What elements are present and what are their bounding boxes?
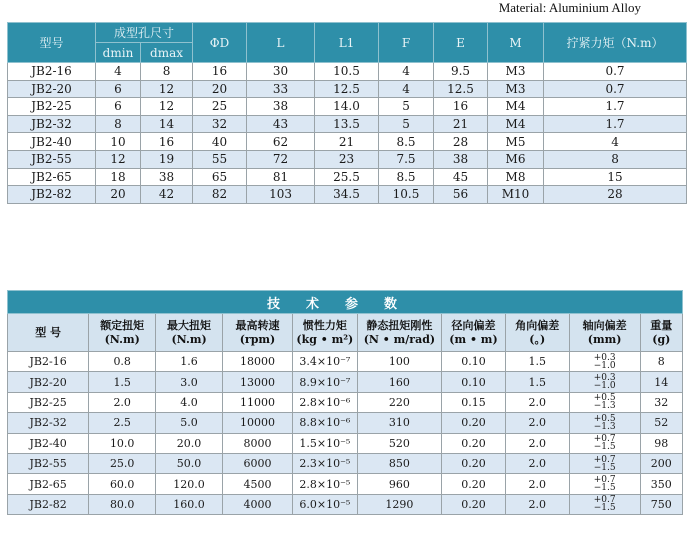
cell-torque: 1.7 — [544, 115, 687, 133]
cell-M: M8 — [488, 168, 544, 186]
header-bore-size: 成型孔尺寸 — [96, 23, 193, 43]
table-row — [8, 392, 683, 412]
cell-rpm: 18000 — [222, 352, 292, 372]
cell-angular: 2.0 — [505, 494, 569, 514]
tolerance-stack — [594, 456, 616, 472]
tolerance-upper: +0.3 — [593, 352, 616, 363]
table-row — [8, 186, 687, 204]
cell-rpm: 10000 — [222, 413, 292, 433]
header-F: F — [379, 23, 434, 63]
cell-max: 20.0 — [156, 433, 223, 453]
cell-rpm: 11000 — [222, 392, 292, 412]
table-row — [8, 413, 683, 433]
cell-max: 3.0 — [156, 372, 223, 392]
cell-L1: 21 — [315, 133, 379, 151]
cell-rpm: 13000 — [222, 372, 292, 392]
cell-dmax: 12 — [141, 80, 193, 98]
cell-model: JB2-32 — [8, 115, 96, 133]
tolerance-upper: +0.5 — [593, 413, 616, 424]
cell-radial: 0.20 — [442, 413, 506, 433]
cell-torque: 8 — [544, 150, 687, 168]
table-row — [8, 150, 687, 168]
cell-F: 5 — [379, 98, 434, 116]
cell-E: 21 — [434, 115, 488, 133]
cell-max: 160.0 — [156, 494, 223, 514]
cell-F: 8.5 — [379, 168, 434, 186]
cell-phiD: 20 — [193, 80, 247, 98]
tolerance-lower: −1.3 — [593, 401, 616, 412]
header-phiD: ΦD — [193, 23, 247, 63]
cell-phiD: 32 — [193, 115, 247, 133]
cell-stiff: 100 — [357, 352, 441, 372]
tolerance-stack — [594, 394, 616, 410]
header-L: L — [247, 23, 315, 63]
cell-axial — [569, 494, 640, 514]
table-row — [8, 115, 687, 133]
cell-E: 38 — [434, 150, 488, 168]
cell-F: 4 — [379, 80, 434, 98]
cell-F: 4 — [379, 63, 434, 81]
table-row — [8, 453, 683, 473]
column-header-label: 惯性力矩 — [302, 318, 347, 332]
column-header-unit: (mm) — [587, 332, 622, 346]
cell-L: 103 — [247, 186, 315, 204]
cell-inertia: 3.4×10⁻⁷ — [292, 352, 357, 372]
cell-dmin: 18 — [96, 168, 141, 186]
cell-E: 9.5 — [434, 63, 488, 81]
table-row — [8, 494, 683, 514]
cell-E: 56 — [434, 186, 488, 204]
cell-max: 50.0 — [156, 453, 223, 473]
cell-dmin: 4 — [96, 63, 141, 81]
cell-phiD: 40 — [193, 133, 247, 151]
column-header — [89, 314, 156, 352]
cell-stiff: 310 — [357, 413, 441, 433]
cell-M: M6 — [488, 150, 544, 168]
header-torque: 拧紧力矩（N.m） — [544, 23, 687, 63]
cell-radial: 0.20 — [442, 474, 506, 494]
cell-stiff: 960 — [357, 474, 441, 494]
cell-weight: 8 — [640, 352, 682, 372]
cell-angular: 1.5 — [505, 372, 569, 392]
cell-max: 4.0 — [156, 392, 223, 412]
cell-model: JB2-25 — [8, 392, 89, 412]
cell-radial: 0.10 — [442, 352, 506, 372]
table-header-row — [8, 314, 683, 352]
cell-L1: 25.5 — [315, 168, 379, 186]
cell-max: 1.6 — [156, 352, 223, 372]
cell-stiff: 850 — [357, 453, 441, 473]
tolerance-upper: +0.7 — [593, 475, 616, 486]
cell-weight: 200 — [640, 453, 682, 473]
cell-dmax: 19 — [141, 150, 193, 168]
cell-stiff: 220 — [357, 392, 441, 412]
cell-rpm: 4000 — [222, 494, 292, 514]
cell-rated: 80.0 — [89, 494, 156, 514]
column-header — [442, 314, 506, 352]
cell-model: JB2-65 — [8, 474, 89, 494]
cell-weight: 750 — [640, 494, 682, 514]
tolerance-lower: −1.5 — [593, 483, 616, 494]
cell-phiD: 16 — [193, 63, 247, 81]
cell-L: 43 — [247, 115, 315, 133]
header-L1: L1 — [315, 23, 379, 63]
cell-dmin: 20 — [96, 186, 141, 204]
cell-torque: 4 — [544, 133, 687, 151]
cell-rpm: 4500 — [222, 474, 292, 494]
column-header-label: 轴向偏差 — [582, 318, 627, 332]
cell-dmax: 14 — [141, 115, 193, 133]
cell-angular: 2.0 — [505, 413, 569, 433]
tolerance-upper: +0.7 — [593, 495, 616, 506]
cell-rated: 25.0 — [89, 453, 156, 473]
cell-L: 30 — [247, 63, 315, 81]
cell-L1: 12.5 — [315, 80, 379, 98]
cell-phiD: 82 — [193, 186, 247, 204]
cell-axial — [569, 352, 640, 372]
cell-inertia: 2.3×10⁻⁵ — [292, 453, 357, 473]
table-row — [8, 80, 687, 98]
tolerance-lower: −1.5 — [593, 442, 616, 453]
tolerance-upper: +0.7 — [593, 454, 616, 465]
cell-M: M5 — [488, 133, 544, 151]
cell-angular: 2.0 — [505, 453, 569, 473]
column-header-label: 径向偏差 — [451, 318, 496, 332]
cell-model: JB2-25 — [8, 98, 96, 116]
cell-inertia: 1.5×10⁻⁵ — [292, 433, 357, 453]
column-header-label: 最高转速 — [235, 318, 280, 332]
table-row — [8, 474, 683, 494]
cell-rated: 1.5 — [89, 372, 156, 392]
cell-L: 38 — [247, 98, 315, 116]
column-header-unit: (。) — [529, 332, 546, 346]
column-header-label: 最大扭矩 — [167, 318, 212, 332]
cell-model: JB2-20 — [8, 80, 96, 98]
cell-torque: 0.7 — [544, 63, 687, 81]
material-note: Material: Aluminium Alloy — [498, 0, 641, 15]
cell-L1: 23 — [315, 150, 379, 168]
cell-radial: 0.10 — [442, 372, 506, 392]
cell-dmin: 12 — [96, 150, 141, 168]
cell-M: M3 — [488, 80, 544, 98]
cell-M: M4 — [488, 115, 544, 133]
cell-stiff: 160 — [357, 372, 441, 392]
cell-max: 120.0 — [156, 474, 223, 494]
cell-rated: 2.0 — [89, 392, 156, 412]
cell-F: 10.5 — [379, 186, 434, 204]
cell-inertia: 8.8×10⁻⁶ — [292, 413, 357, 433]
cell-dmax: 42 — [141, 186, 193, 204]
cell-max: 5.0 — [156, 413, 223, 433]
cell-F: 7.5 — [379, 150, 434, 168]
column-header — [505, 314, 569, 352]
tolerance-stack — [594, 415, 616, 431]
column-header-unit: (g) — [652, 332, 671, 346]
dimensions-table-body — [8, 63, 687, 204]
cell-axial — [569, 433, 640, 453]
cell-E: 28 — [434, 133, 488, 151]
cell-rated: 2.5 — [89, 413, 156, 433]
table-title: 技术参数 — [8, 291, 683, 314]
cell-dmax: 38 — [141, 168, 193, 186]
cell-weight: 14 — [640, 372, 682, 392]
cell-rated: 60.0 — [89, 474, 156, 494]
cell-radial: 0.15 — [442, 392, 506, 412]
cell-weight: 350 — [640, 474, 682, 494]
cell-model: JB2-65 — [8, 168, 96, 186]
cell-L1: 13.5 — [315, 115, 379, 133]
tolerance-upper: +0.5 — [593, 393, 616, 404]
cell-E: 12.5 — [434, 80, 488, 98]
column-header — [569, 314, 640, 352]
cell-model: JB2-55 — [8, 453, 89, 473]
cell-weight: 98 — [640, 433, 682, 453]
cell-model: JB2-40 — [8, 433, 89, 453]
cell-rpm: 6000 — [222, 453, 292, 473]
column-header-label: 型 号 — [35, 325, 62, 339]
cell-dmin: 6 — [96, 98, 141, 116]
cell-L: 62 — [247, 133, 315, 151]
header-M: M — [488, 23, 544, 63]
cell-inertia: 2.8×10⁻⁵ — [292, 474, 357, 494]
cell-axial — [569, 413, 640, 433]
cell-phiD: 65 — [193, 168, 247, 186]
column-header-label: 重量 — [650, 318, 673, 332]
cell-stiff: 520 — [357, 433, 441, 453]
tolerance-lower: −1.0 — [593, 360, 616, 371]
cell-model: JB2-20 — [8, 372, 89, 392]
cell-axial — [569, 474, 640, 494]
cell-M: M3 — [488, 63, 544, 81]
cell-angular: 2.0 — [505, 433, 569, 453]
cell-rated: 10.0 — [89, 433, 156, 453]
tolerance-stack — [594, 354, 616, 370]
tolerance-lower: −1.5 — [593, 503, 616, 514]
cell-torque: 1.7 — [544, 98, 687, 116]
cell-L1: 34.5 — [315, 186, 379, 204]
column-header — [8, 314, 89, 352]
tolerance-stack — [594, 476, 616, 492]
cell-axial — [569, 392, 640, 412]
cell-L: 33 — [247, 80, 315, 98]
column-header-unit: (N.m) — [104, 332, 140, 346]
cell-axial — [569, 453, 640, 473]
cell-L: 72 — [247, 150, 315, 168]
technical-params-body — [8, 352, 683, 515]
table-row — [8, 98, 687, 116]
column-header-unit: (N • m/rad) — [363, 332, 436, 346]
table-row — [8, 372, 683, 392]
cell-E: 45 — [434, 168, 488, 186]
tolerance-upper: +0.7 — [593, 434, 616, 445]
column-header-unit: (m • m) — [449, 332, 498, 346]
cell-inertia: 2.8×10⁻⁶ — [292, 392, 357, 412]
tolerance-upper: +0.3 — [593, 373, 616, 384]
cell-model: JB2-55 — [8, 150, 96, 168]
header-model: 型号 — [8, 23, 96, 63]
column-header-unit: (N.m) — [171, 332, 207, 346]
table-row — [8, 433, 683, 453]
cell-model: JB2-16 — [8, 352, 89, 372]
cell-phiD: 55 — [193, 150, 247, 168]
cell-angular: 1.5 — [505, 352, 569, 372]
dimensions-table — [7, 22, 687, 204]
cell-model: JB2-16 — [8, 63, 96, 81]
column-header-label: 静态扭矩刚性 — [366, 318, 433, 332]
cell-radial: 0.20 — [442, 433, 506, 453]
column-header — [640, 314, 682, 352]
cell-L1: 14.0 — [315, 98, 379, 116]
cell-inertia: 8.9×10⁻⁷ — [292, 372, 357, 392]
cell-torque: 0.7 — [544, 80, 687, 98]
header-E: E — [434, 23, 488, 63]
cell-dmax: 12 — [141, 98, 193, 116]
table-row — [8, 133, 687, 151]
cell-rated: 0.8 — [89, 352, 156, 372]
cell-weight: 52 — [640, 413, 682, 433]
tolerance-lower: −1.3 — [593, 421, 616, 432]
cell-F: 8.5 — [379, 133, 434, 151]
table-row — [8, 352, 683, 372]
cell-dmin: 10 — [96, 133, 141, 151]
cell-axial — [569, 372, 640, 392]
cell-radial: 0.20 — [442, 494, 506, 514]
cell-F: 5 — [379, 115, 434, 133]
tolerance-lower: −1.5 — [593, 462, 616, 473]
cell-dmax: 16 — [141, 133, 193, 151]
cell-model: JB2-40 — [8, 133, 96, 151]
cell-E: 16 — [434, 98, 488, 116]
column-header — [357, 314, 441, 352]
cell-dmax: 8 — [141, 63, 193, 81]
header-dmax: dmax — [141, 43, 193, 63]
cell-M: M4 — [488, 98, 544, 116]
cell-model: JB2-82 — [8, 186, 96, 204]
cell-model: JB2-32 — [8, 413, 89, 433]
cell-torque: 28 — [544, 186, 687, 204]
cell-angular: 2.0 — [505, 392, 569, 412]
cell-dmin: 6 — [96, 80, 141, 98]
cell-L1: 10.5 — [315, 63, 379, 81]
cell-torque: 15 — [544, 168, 687, 186]
table-row — [8, 168, 687, 186]
tolerance-lower: −1.0 — [593, 381, 616, 392]
cell-angular: 2.0 — [505, 474, 569, 494]
technical-params-table — [7, 290, 683, 515]
cell-L: 81 — [247, 168, 315, 186]
cell-rpm: 8000 — [222, 433, 292, 453]
cell-dmin: 8 — [96, 115, 141, 133]
column-header — [222, 314, 292, 352]
cell-weight: 32 — [640, 392, 682, 412]
tolerance-stack — [594, 435, 616, 451]
cell-model: JB2-82 — [8, 494, 89, 514]
column-header-label: 角向偏差 — [515, 318, 560, 332]
column-header — [292, 314, 357, 352]
tolerance-stack — [594, 496, 616, 512]
cell-phiD: 25 — [193, 98, 247, 116]
column-header-unit: (kg • m²) — [296, 332, 354, 346]
header-dmin: dmin — [96, 43, 141, 63]
column-header-label: 额定扭矩 — [100, 318, 145, 332]
cell-M: M10 — [488, 186, 544, 204]
tolerance-stack — [594, 374, 616, 390]
cell-stiff: 1290 — [357, 494, 441, 514]
cell-radial: 0.20 — [442, 453, 506, 473]
cell-inertia: 6.0×10⁻⁵ — [292, 494, 357, 514]
table-row — [8, 63, 687, 81]
column-header — [156, 314, 223, 352]
column-header-unit: (rpm) — [239, 332, 276, 346]
